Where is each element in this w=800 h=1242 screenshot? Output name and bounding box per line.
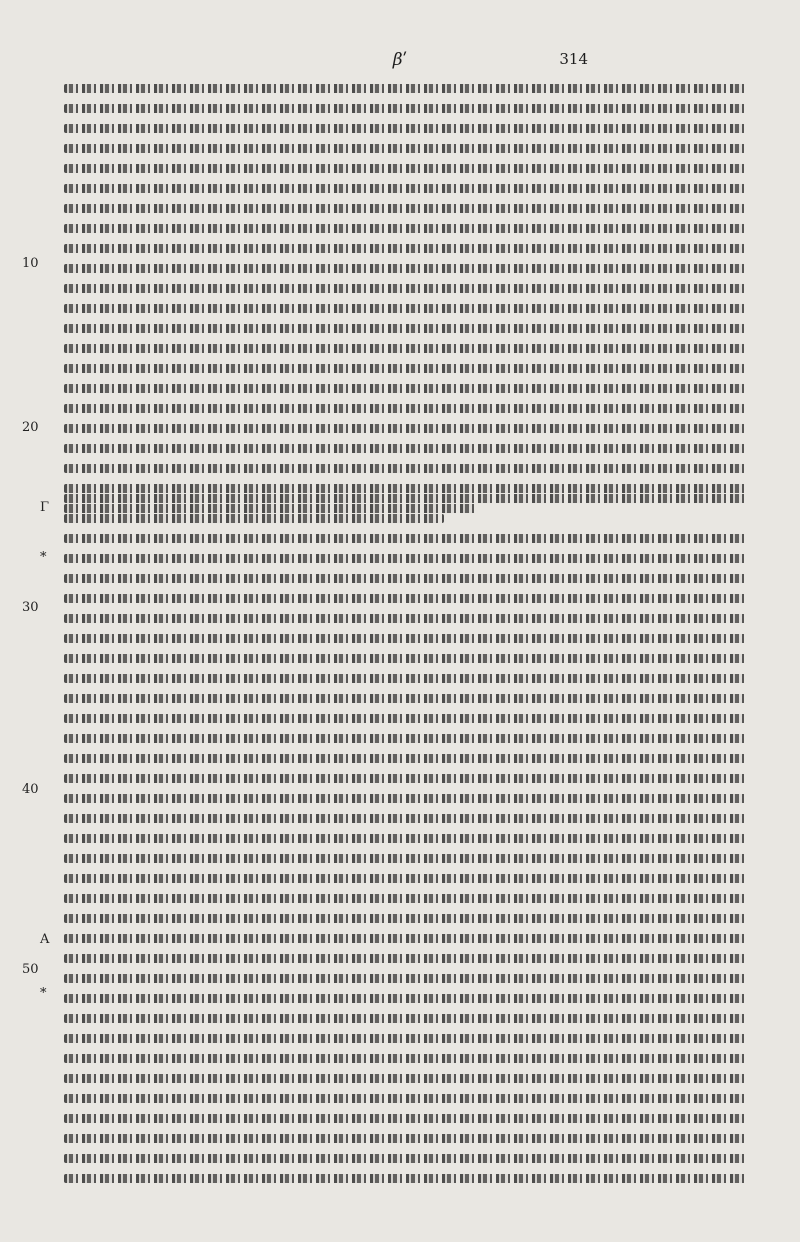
text-line-ink bbox=[64, 204, 747, 213]
line-number-30: 30 bbox=[22, 600, 39, 615]
text-line-ink bbox=[64, 854, 747, 863]
text-line-ink bbox=[64, 514, 444, 523]
text-line-ink bbox=[64, 124, 747, 133]
text-line-ink bbox=[64, 1034, 747, 1043]
text-line bbox=[64, 608, 754, 628]
text-line bbox=[64, 728, 754, 748]
text-line-ink bbox=[64, 654, 747, 663]
text-line bbox=[64, 78, 754, 98]
text-line-ink bbox=[64, 1054, 747, 1063]
margin-letter-gamma: Γ bbox=[40, 500, 50, 515]
text-line-ink bbox=[64, 324, 747, 333]
text-line bbox=[64, 1068, 754, 1088]
text-line-ink bbox=[64, 84, 747, 93]
text-line bbox=[64, 158, 754, 178]
line-number-40: 40 bbox=[22, 782, 39, 797]
text-line-ink bbox=[64, 444, 747, 453]
text-line-ink bbox=[64, 954, 747, 963]
text-line-ink bbox=[64, 594, 747, 603]
text-line-ink bbox=[64, 694, 747, 703]
text-line-ink bbox=[64, 874, 747, 883]
text-line-ink bbox=[64, 774, 747, 783]
text-line-ink bbox=[64, 164, 747, 173]
text-line bbox=[64, 508, 754, 528]
text-line bbox=[64, 768, 754, 788]
line-number-50: 50 bbox=[22, 962, 39, 977]
text-line-ink bbox=[64, 634, 747, 643]
text-line bbox=[64, 528, 754, 548]
text-line bbox=[64, 1168, 754, 1188]
text-line-ink bbox=[64, 1114, 747, 1123]
text-line bbox=[64, 1088, 754, 1108]
text-line-ink bbox=[64, 1014, 747, 1023]
text-block-2 bbox=[64, 488, 754, 1048]
text-line-ink bbox=[64, 894, 747, 903]
text-line-ink bbox=[64, 284, 747, 293]
text-line bbox=[64, 138, 754, 158]
text-line-ink bbox=[64, 1154, 747, 1163]
margin-letter-alpha: Α bbox=[40, 932, 50, 947]
running-head bbox=[0, 50, 800, 74]
text-line bbox=[64, 988, 754, 1008]
text-line-ink bbox=[64, 714, 747, 723]
line-number-10: 10 bbox=[22, 256, 39, 271]
running-head-title: βʹ bbox=[392, 50, 408, 70]
text-line bbox=[64, 398, 754, 418]
text-line-ink bbox=[64, 384, 747, 393]
text-line bbox=[64, 568, 754, 588]
text-line bbox=[64, 438, 754, 458]
text-line bbox=[64, 688, 754, 708]
text-line-ink bbox=[64, 974, 747, 983]
text-line bbox=[64, 1028, 754, 1048]
text-line-ink bbox=[64, 364, 747, 373]
text-line bbox=[64, 1048, 754, 1068]
text-line-ink bbox=[64, 614, 747, 623]
text-line bbox=[64, 338, 754, 358]
line-number-20: 20 bbox=[22, 420, 39, 435]
text-line bbox=[64, 1128, 754, 1148]
text-line-ink bbox=[64, 464, 747, 473]
text-line bbox=[64, 318, 754, 338]
text-line bbox=[64, 548, 754, 568]
text-line bbox=[64, 668, 754, 688]
text-line bbox=[64, 278, 754, 298]
text-line-ink bbox=[64, 404, 747, 413]
text-line-ink bbox=[64, 1134, 747, 1143]
margin-asterisk: * bbox=[40, 986, 47, 1001]
text-line-ink bbox=[64, 914, 747, 923]
text-line bbox=[64, 488, 754, 508]
text-line bbox=[64, 458, 754, 478]
text-line-ink bbox=[64, 494, 747, 503]
text-line bbox=[64, 118, 754, 138]
text-line bbox=[64, 378, 754, 398]
text-line bbox=[64, 238, 754, 258]
page-number: 314 bbox=[559, 50, 588, 68]
text-line-ink bbox=[64, 1174, 747, 1183]
text-line bbox=[64, 908, 754, 928]
text-line-ink bbox=[64, 994, 747, 1003]
text-line bbox=[64, 1148, 754, 1168]
text-line-ink bbox=[64, 144, 747, 153]
text-line bbox=[64, 178, 754, 198]
text-line bbox=[64, 828, 754, 848]
text-line-ink bbox=[64, 184, 747, 193]
text-line bbox=[64, 868, 754, 888]
text-line-ink bbox=[64, 754, 747, 763]
text-line bbox=[64, 648, 754, 668]
text-line-ink bbox=[64, 224, 747, 233]
text-line-ink bbox=[64, 814, 747, 823]
text-line-ink bbox=[64, 264, 747, 273]
text-line-ink bbox=[64, 344, 747, 353]
text-line bbox=[64, 708, 754, 728]
text-line-ink bbox=[64, 674, 747, 683]
text-line bbox=[64, 198, 754, 218]
text-line bbox=[64, 788, 754, 808]
text-line bbox=[64, 1008, 754, 1028]
text-line-ink bbox=[64, 934, 747, 943]
text-line bbox=[64, 358, 754, 378]
text-line bbox=[64, 748, 754, 768]
text-line-ink bbox=[64, 104, 747, 113]
text-line-ink bbox=[64, 424, 747, 433]
text-line-ink bbox=[64, 554, 747, 563]
text-line bbox=[64, 418, 754, 438]
text-line bbox=[64, 628, 754, 648]
text-line bbox=[64, 948, 754, 968]
text-line-ink bbox=[64, 1094, 747, 1103]
margin-asterisk: * bbox=[40, 550, 47, 565]
text-line bbox=[64, 258, 754, 278]
text-line-ink bbox=[64, 574, 747, 583]
text-line-ink bbox=[64, 734, 747, 743]
text-line bbox=[64, 888, 754, 908]
text-line bbox=[64, 848, 754, 868]
text-line bbox=[64, 1108, 754, 1128]
text-line-ink bbox=[64, 304, 747, 313]
text-line bbox=[64, 588, 754, 608]
text-line-ink bbox=[64, 794, 747, 803]
text-line-ink bbox=[64, 244, 747, 253]
text-line bbox=[64, 98, 754, 118]
text-line bbox=[64, 928, 754, 948]
text-line bbox=[64, 808, 754, 828]
text-line bbox=[64, 298, 754, 318]
text-line-ink bbox=[64, 1074, 747, 1083]
text-line bbox=[64, 968, 754, 988]
text-line-ink bbox=[64, 534, 747, 543]
text-line-ink bbox=[64, 834, 747, 843]
text-line bbox=[64, 218, 754, 238]
